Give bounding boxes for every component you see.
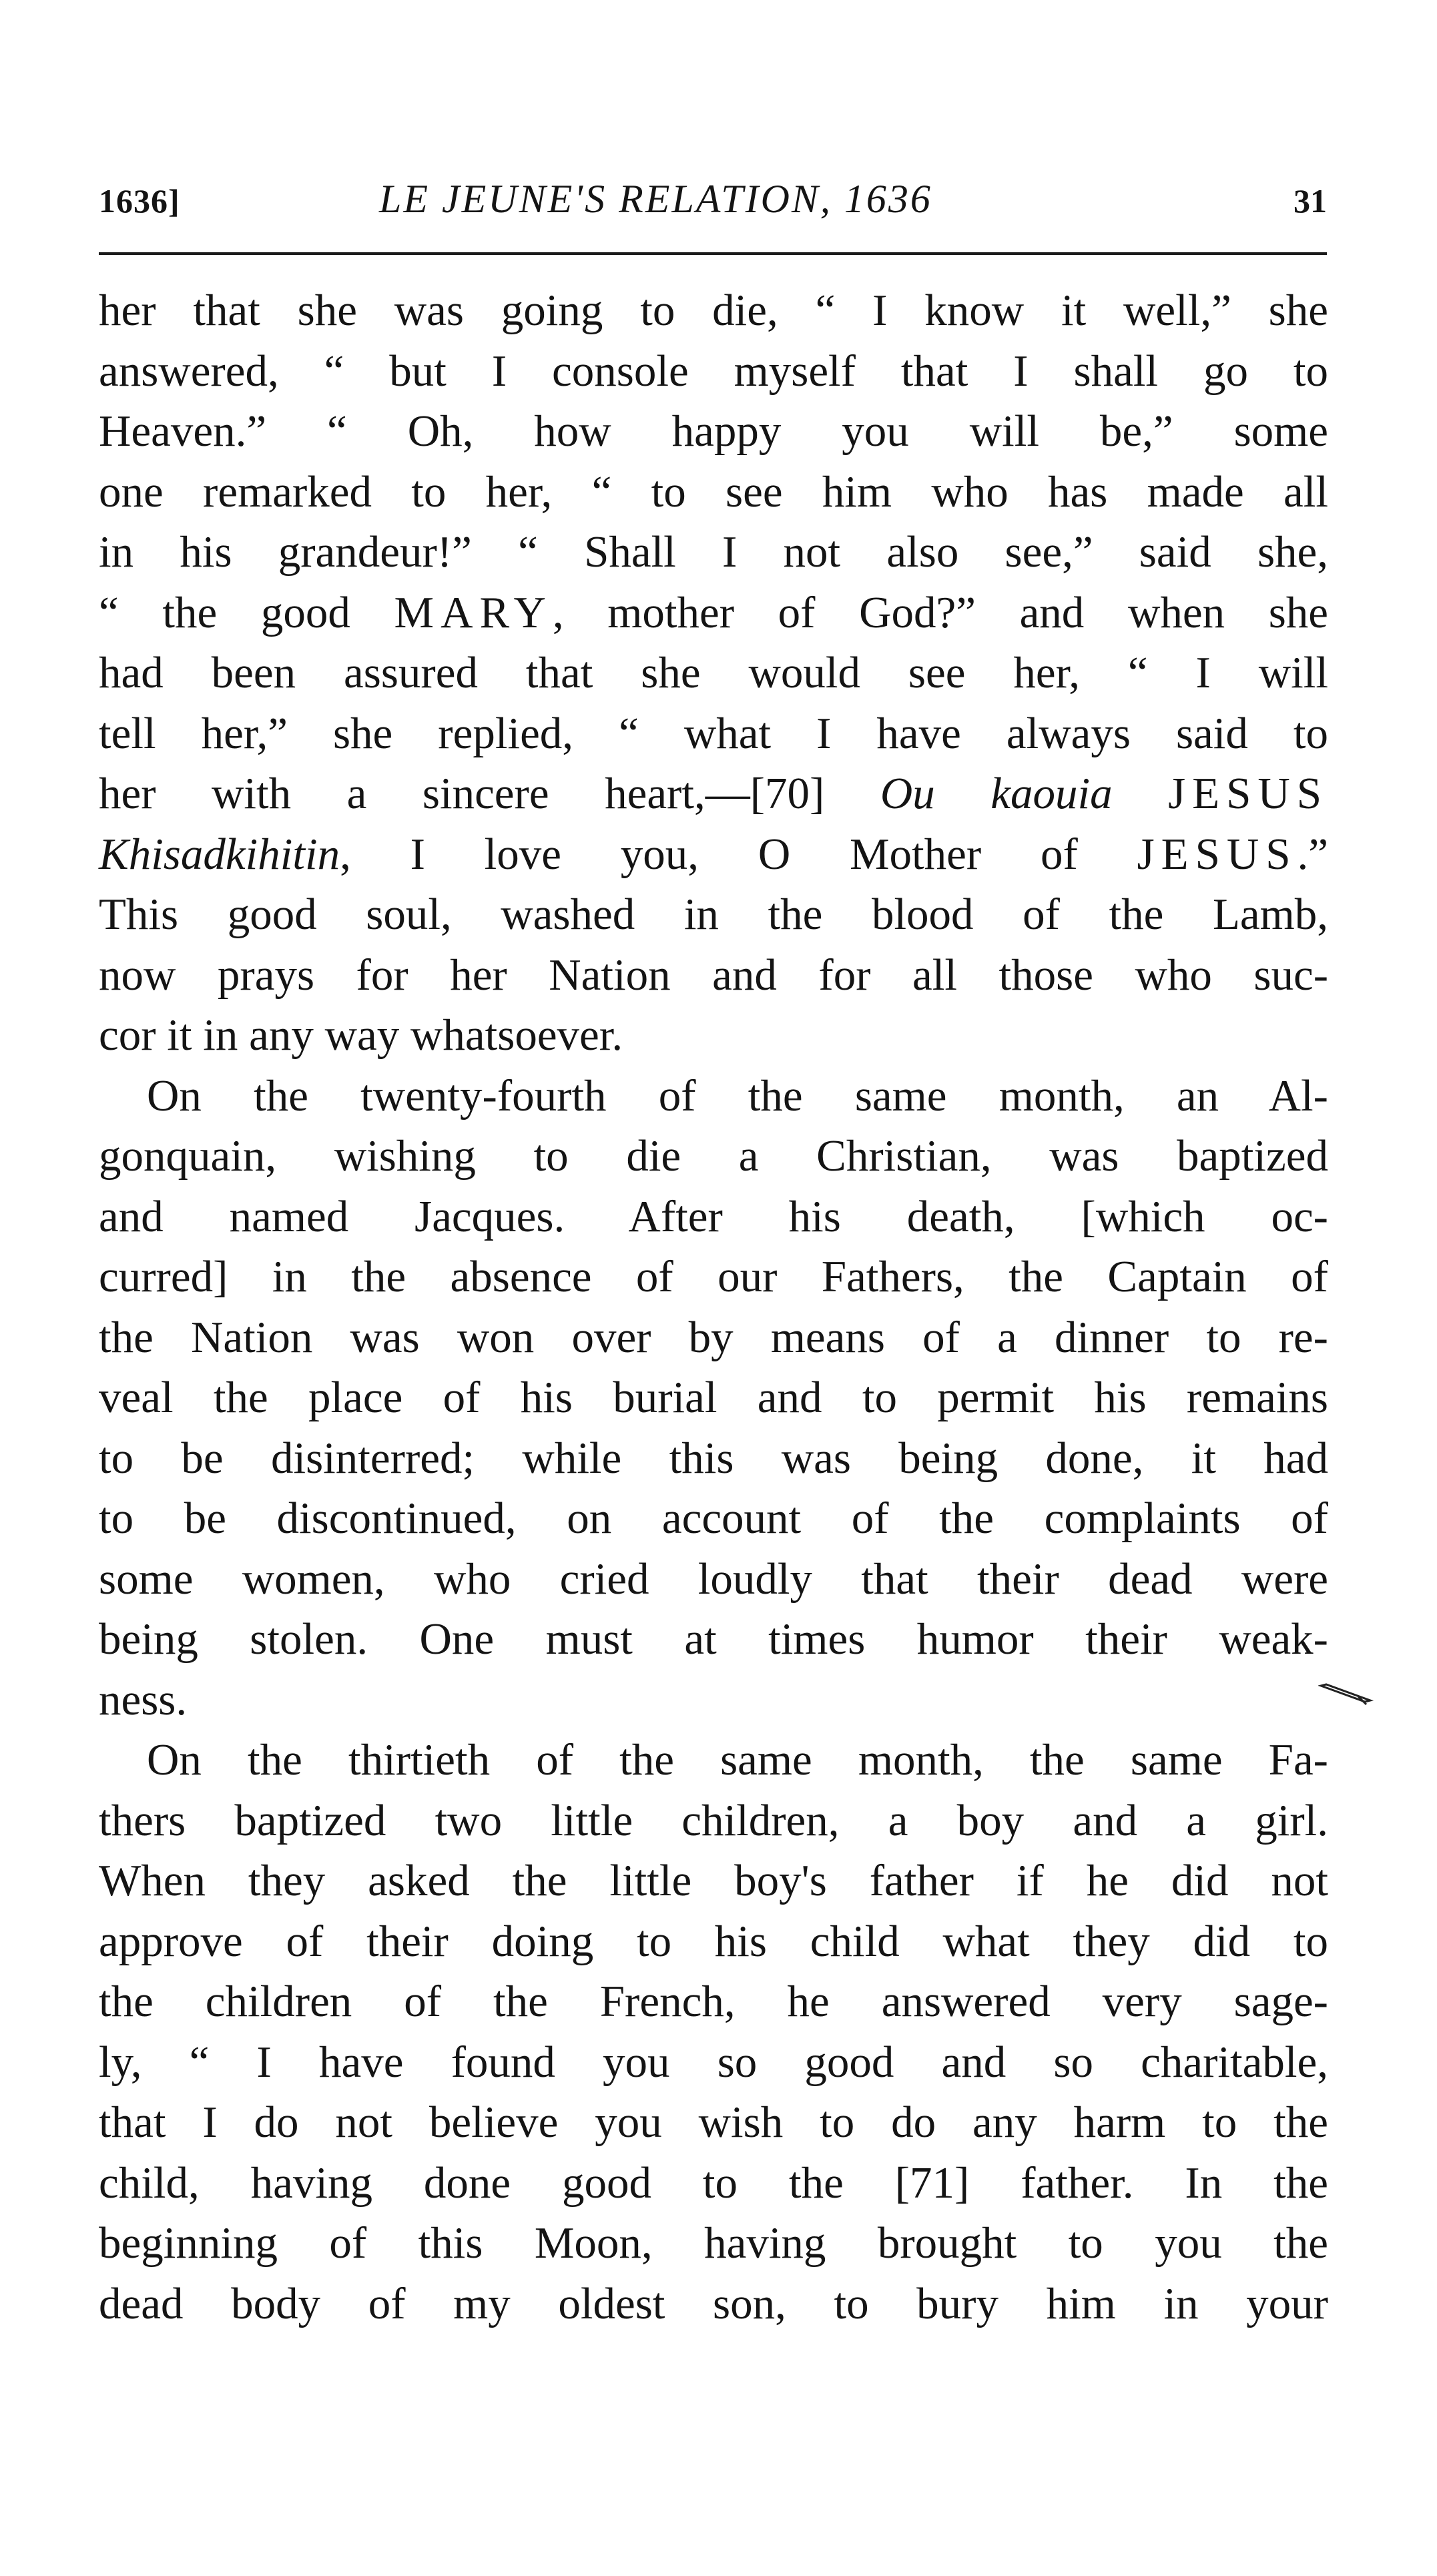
text-line: and named Jacques. After his death, [which oc-	[99, 1191, 1328, 1241]
text-line: to be disinterred; while this was being done, it had	[99, 1433, 1328, 1483]
text-line: On the thirtieth of the same month, the same Fa-	[147, 1735, 1328, 1785]
text-line: tell her,” she replied, “ what I have always said to	[99, 708, 1328, 758]
page-number: 31	[1294, 182, 1327, 220]
text-line: some women, who cried loudly that their dead were	[99, 1554, 1328, 1604]
text-line: approve of their doing to his child what they did to	[99, 1916, 1328, 1966]
text-line: that I do not believe you wish to do any harm to the	[99, 2098, 1328, 2147]
text-line: to be discontinued, on account of the complaints of	[99, 1494, 1328, 1543]
text-line: her that she was going to die, “ I know it well,” she	[99, 286, 1328, 335]
small-caps-name: JESUS	[1137, 829, 1298, 879]
running-head-year: 1636]	[99, 182, 180, 220]
text-line: had been assured that she would see her, “ I will	[99, 648, 1328, 697]
text-line: the children of the French, he answered very sage-	[99, 1977, 1328, 2026]
text-line: “ the good MARY, mother of God?” and when she	[99, 587, 1329, 637]
text-line: thers baptized two little children, a boy and a girl.	[99, 1795, 1328, 1845]
text-line: ness.	[99, 1674, 188, 1724]
text-line: On the twenty-fourth of the same month, an Al-	[147, 1070, 1328, 1120]
text-line: cor it in any way whatsoever.	[99, 1010, 623, 1060]
italic-phrase: Khisadkihitin	[99, 829, 340, 879]
text-line: child, having done good to the [71] father. In the	[99, 2158, 1328, 2208]
small-caps-name: MARY	[394, 587, 553, 637]
text-line: being stolen. One must at times humor their weak-	[99, 1614, 1328, 1664]
stray-pencil-mark	[1318, 1682, 1398, 1708]
text-line: Heaven.” “ Oh, how happy you will be,” some	[99, 406, 1328, 456]
text-line: Khisadkihitin, I love you, O Mother of JESUS.”	[99, 829, 1328, 879]
text-line: one remarked to her, “ to see him who has made all	[99, 466, 1328, 517]
text-line: in his grandeur!” “ Shall I not also see,” said she,	[99, 527, 1328, 577]
italic-phrase: Ou kaouia	[880, 769, 1113, 818]
small-caps-name: JESUS	[1168, 769, 1329, 818]
text-line: curred] in the absence of our Fathers, the Captain of	[99, 1252, 1328, 1301]
text-line: her with a sincere heart,—[70] Ou kaouia JESUS	[99, 769, 1329, 818]
body-text	[99, 280, 1328, 2334]
text-line: veal the place of his burial and to permit his remains	[99, 1373, 1328, 1422]
text-line: the Nation was won over by means of a dinner to re-	[99, 1312, 1328, 1362]
text-line: When they asked the little boy's father if he did not	[99, 1856, 1328, 1905]
running-head	[99, 175, 1327, 228]
header-rule	[99, 252, 1327, 255]
text-line: ly, “ I have found you so good and so charitable,	[99, 2037, 1328, 2087]
text-line: answered, “ but I console myself that I shall go to	[99, 346, 1328, 396]
text-line: dead body of my oldest son, to bury him in your	[99, 2278, 1328, 2328]
text-line: beginning of this Moon, having brought to you the	[99, 2218, 1328, 2268]
paragraph	[99, 1730, 1328, 2334]
paragraph	[99, 1066, 1328, 1730]
text-line: This good soul, washed in the blood of the Lamb,	[99, 890, 1328, 939]
text-line: now prays for her Nation and for all those who suc-	[99, 950, 1328, 1000]
running-head-title: LE JEUNE'S RELATION, 1636	[379, 177, 932, 221]
text-line: gonquain, wishing to die a Christian, was baptized	[99, 1131, 1328, 1181]
paragraph	[99, 280, 1328, 1066]
